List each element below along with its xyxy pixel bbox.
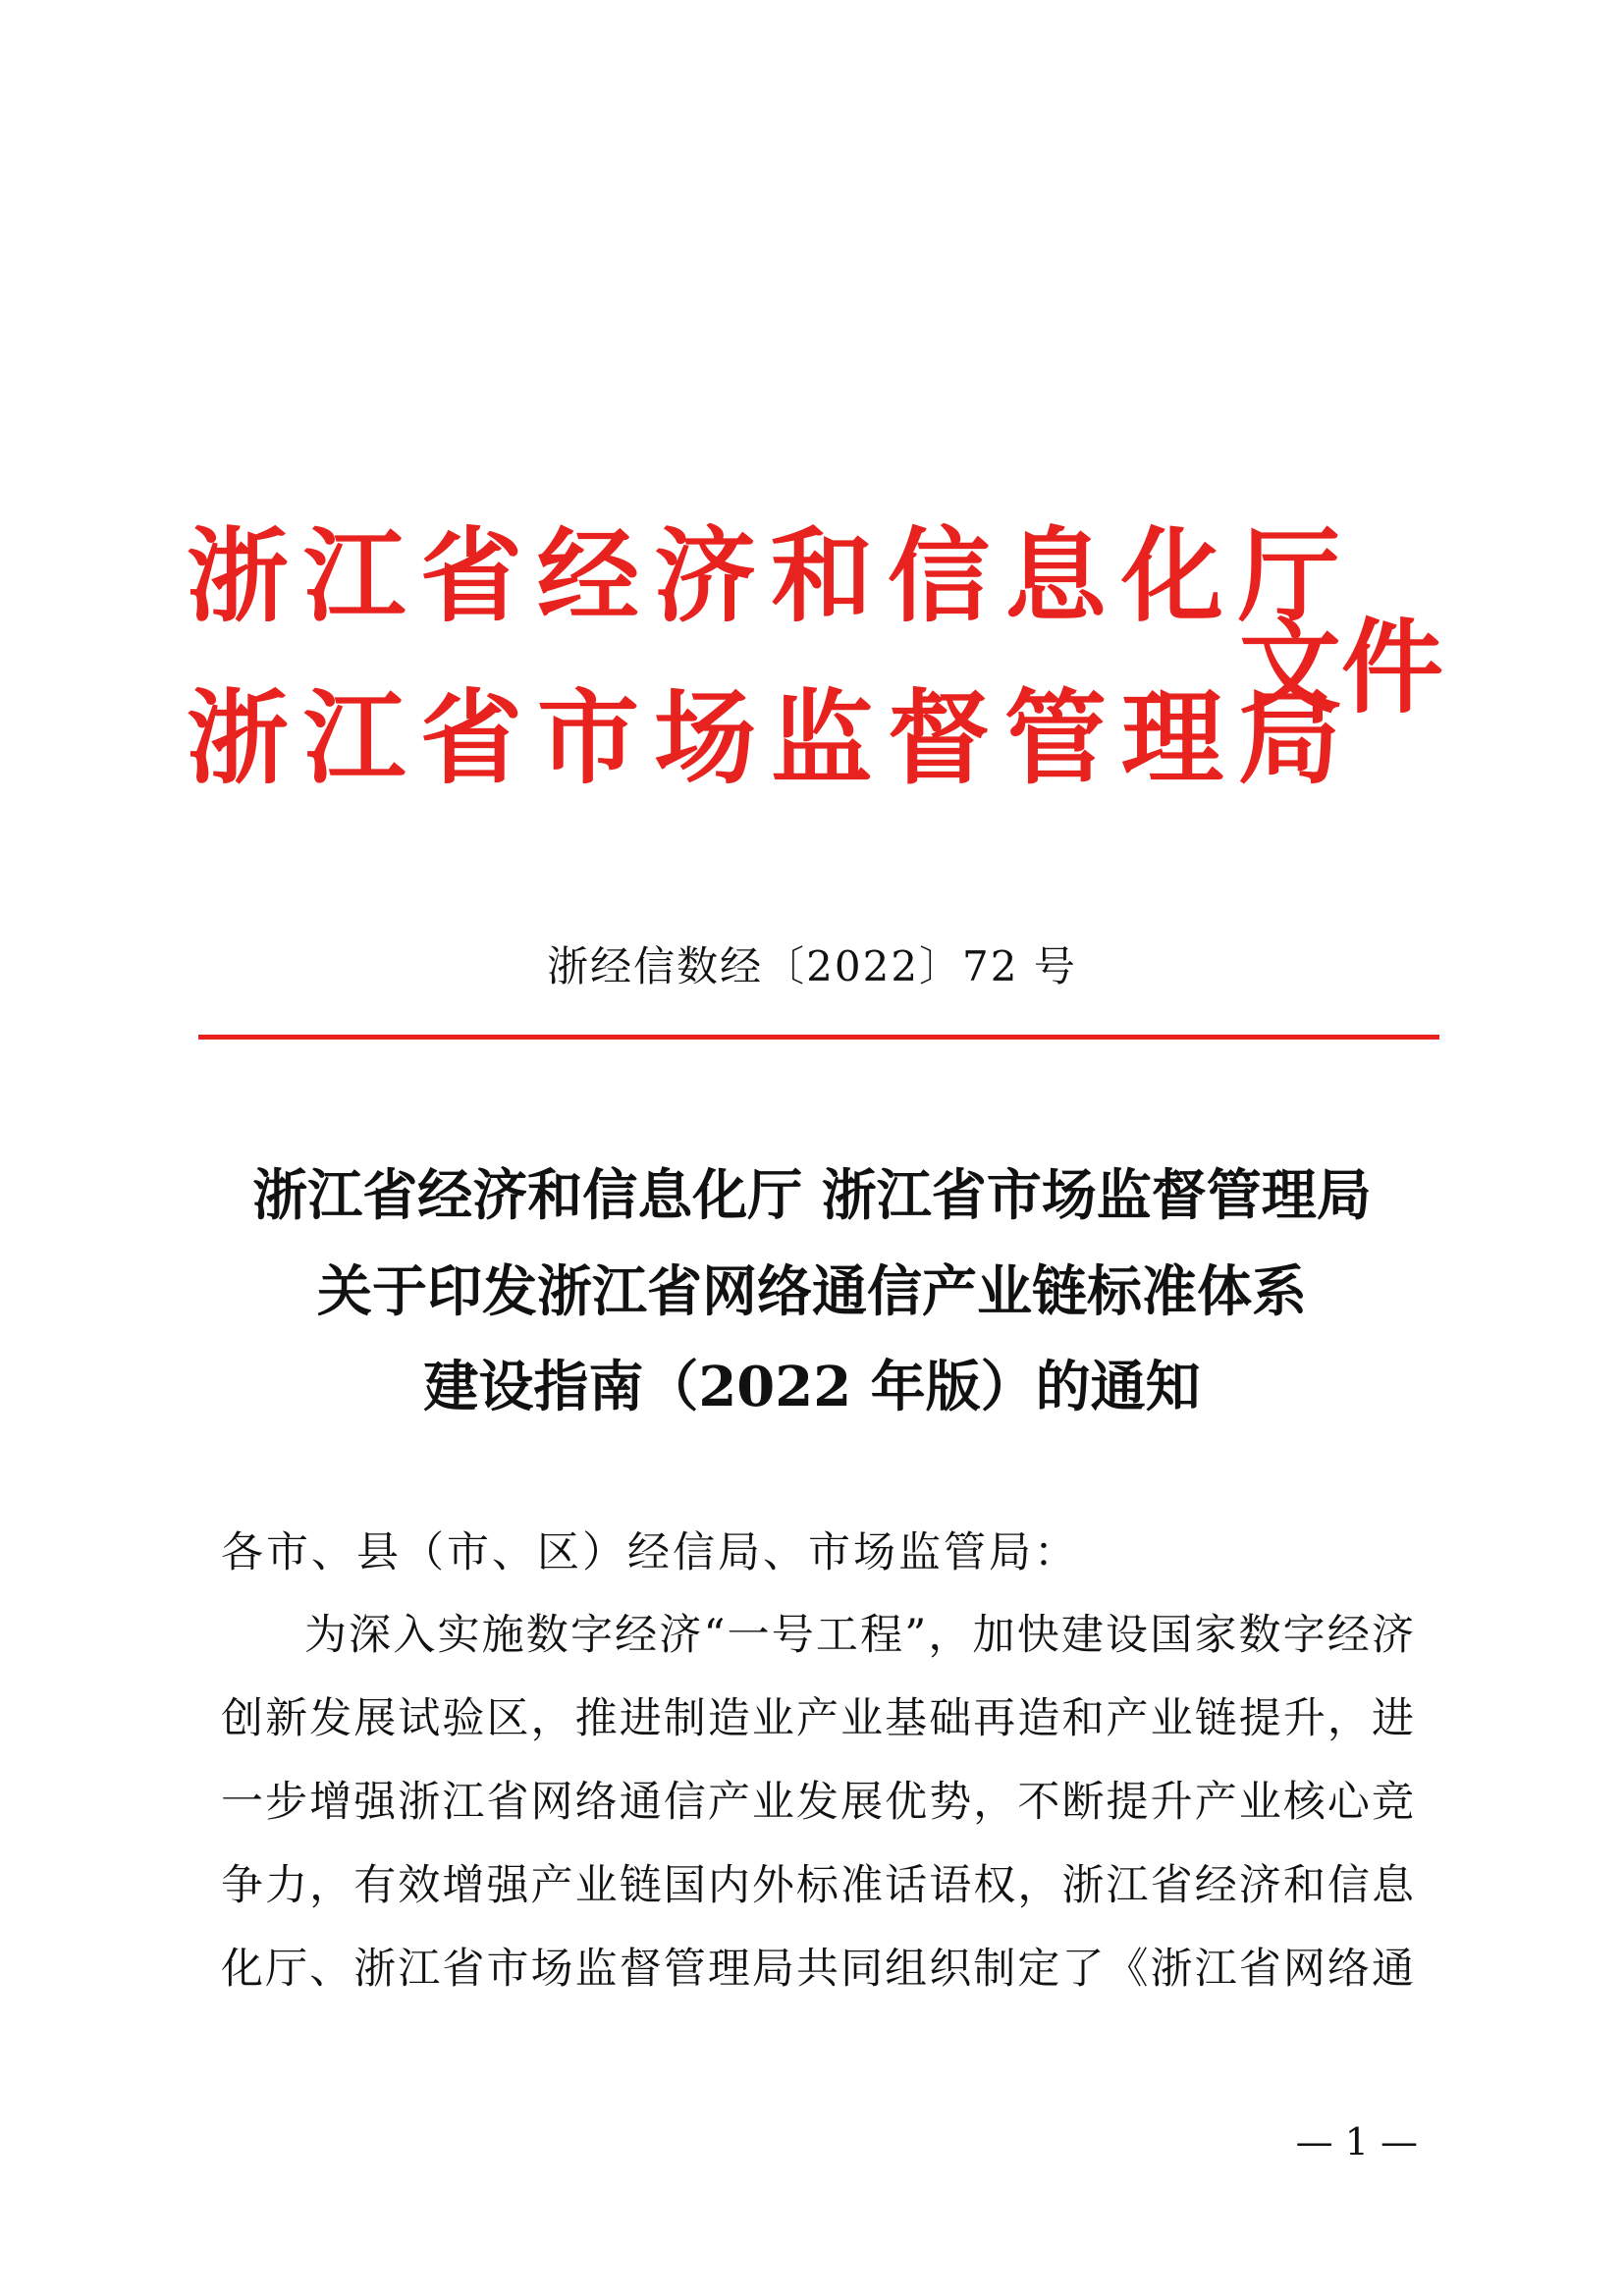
issuer-name-line-1: 浙江省经济和信息化厅 (187, 515, 1356, 636)
title-line-3: 建设指南（2022 年版）的通知 (423, 1355, 1201, 1419)
body-text-line: 化厅、浙江省市场监督管理局共同组织制定了《浙江省网络通 (221, 1945, 1414, 1994)
document-number: 浙经信数经〔2022〕72 号 (547, 942, 1077, 990)
body-text-line: 为深入实施数字经济“一号工程”，加快建设国家数字经济 (304, 1611, 1414, 1660)
salutation: 各市、县（市、区）经信局、市场监管局： (221, 1528, 1079, 1577)
page-number: — 1 — (1295, 2120, 1418, 2163)
body-text-line: 一步增强浙江省网络通信产业发展优势，不断提升产业核心竞 (221, 1778, 1414, 1827)
title-line-1: 浙江省经济和信息化厅 浙江省市场监督管理局 (252, 1163, 1372, 1228)
red-divider (198, 1035, 1439, 1040)
header-suffix: 文件 (1239, 607, 1444, 727)
body-text-line: 争力，有效增强产业链国内外标准话语权，浙江省经济和信息 (221, 1861, 1414, 1910)
issuer-name-line-2: 浙江省市场监督管理局 (187, 677, 1356, 798)
body-text-line: 创新发展试验区，推进制造业产业基础再造和产业链提升，进 (221, 1694, 1414, 1743)
title-line-2: 关于印发浙江省网络通信产业链标准体系 (317, 1259, 1307, 1324)
